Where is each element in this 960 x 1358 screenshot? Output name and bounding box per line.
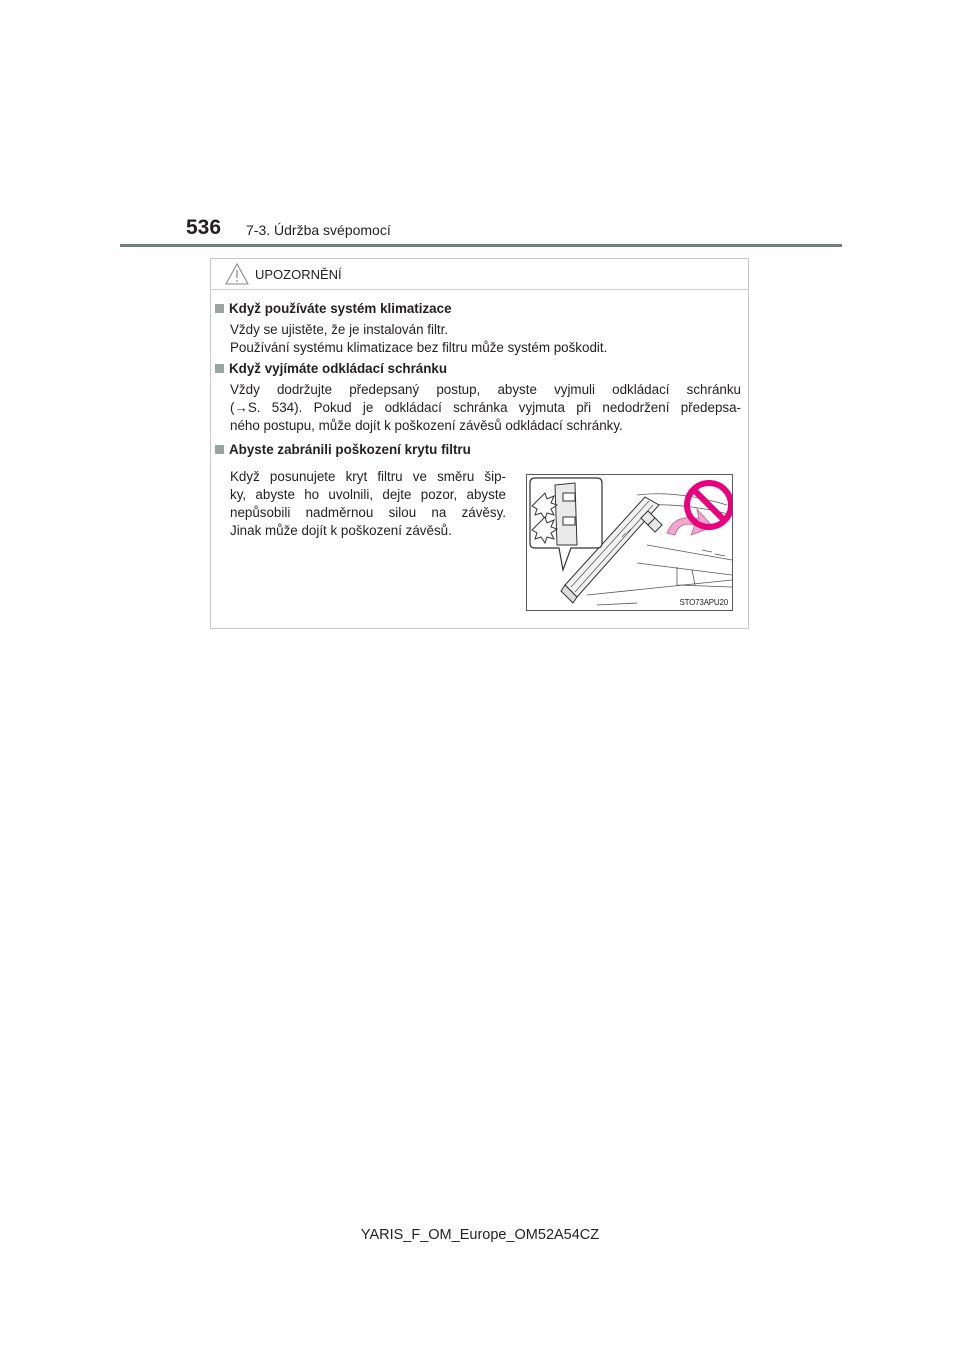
footer-manual-id: YARIS_F_OM_Europe_OM52A54CZ [360,1227,600,1243]
item-text-air-conditioning [230,321,740,357]
text-line: ky, abyste ho uvolnili, dejte pozor, abyste [230,487,506,502]
warning-title: UPOZORNĚNÍ [255,267,342,282]
prohibition-icon [687,483,731,527]
item-heading-filter-cover [215,441,471,459]
item-heading-text: Když používáte systém klimatizace [229,301,452,316]
text-line: (→S. 534). Pokud je odkládací schránka vyjmuta při nedodržení předepsa- [230,400,741,415]
filter-cover-illustration [526,474,733,611]
item-heading-text: Když vyjímáte odkládací schránku [229,361,448,376]
warning-box [210,258,749,629]
text-line: Používání systému klimatizace bez filtru může systém poškodit. [230,340,608,355]
item-heading-glove-box [215,360,447,378]
text-line: Jinak může dojít k poškození závěsů. [230,523,452,538]
item-text-glove-box [230,381,741,435]
warning-triangle-icon [225,263,249,285]
text-line: Vždy se ujistěte, že je instalován filtr. [230,322,449,337]
header-rule [120,244,842,247]
text-line: Když posunujete kryt filtru ve směru šip- [230,469,506,484]
item-heading-air-conditioning [215,300,452,318]
illustration-drawing [527,475,733,611]
figure-code: STO73APU20 [679,598,728,607]
bullet-square-icon [215,364,224,373]
page-number: 536 [186,216,222,239]
text-line: ného postupu, může dojít k poškození závěsů odkládací schránky. [230,418,623,433]
text-line: Vždy dodržujte předepsaný postup, abyste vyjmuli odkládací schránku [230,382,741,397]
item-heading-text: Abyste zabránili poškození krytu filtru [229,442,471,457]
bullet-square-icon [215,445,224,454]
bullet-square-icon [215,304,224,313]
section-title: 7-3. Údržba svépomocí [246,222,391,238]
item-text-filter-cover [230,468,506,540]
text-line: nepůsobili nadměrnou silou na závěsy. [230,505,506,520]
warning-header [211,259,748,290]
